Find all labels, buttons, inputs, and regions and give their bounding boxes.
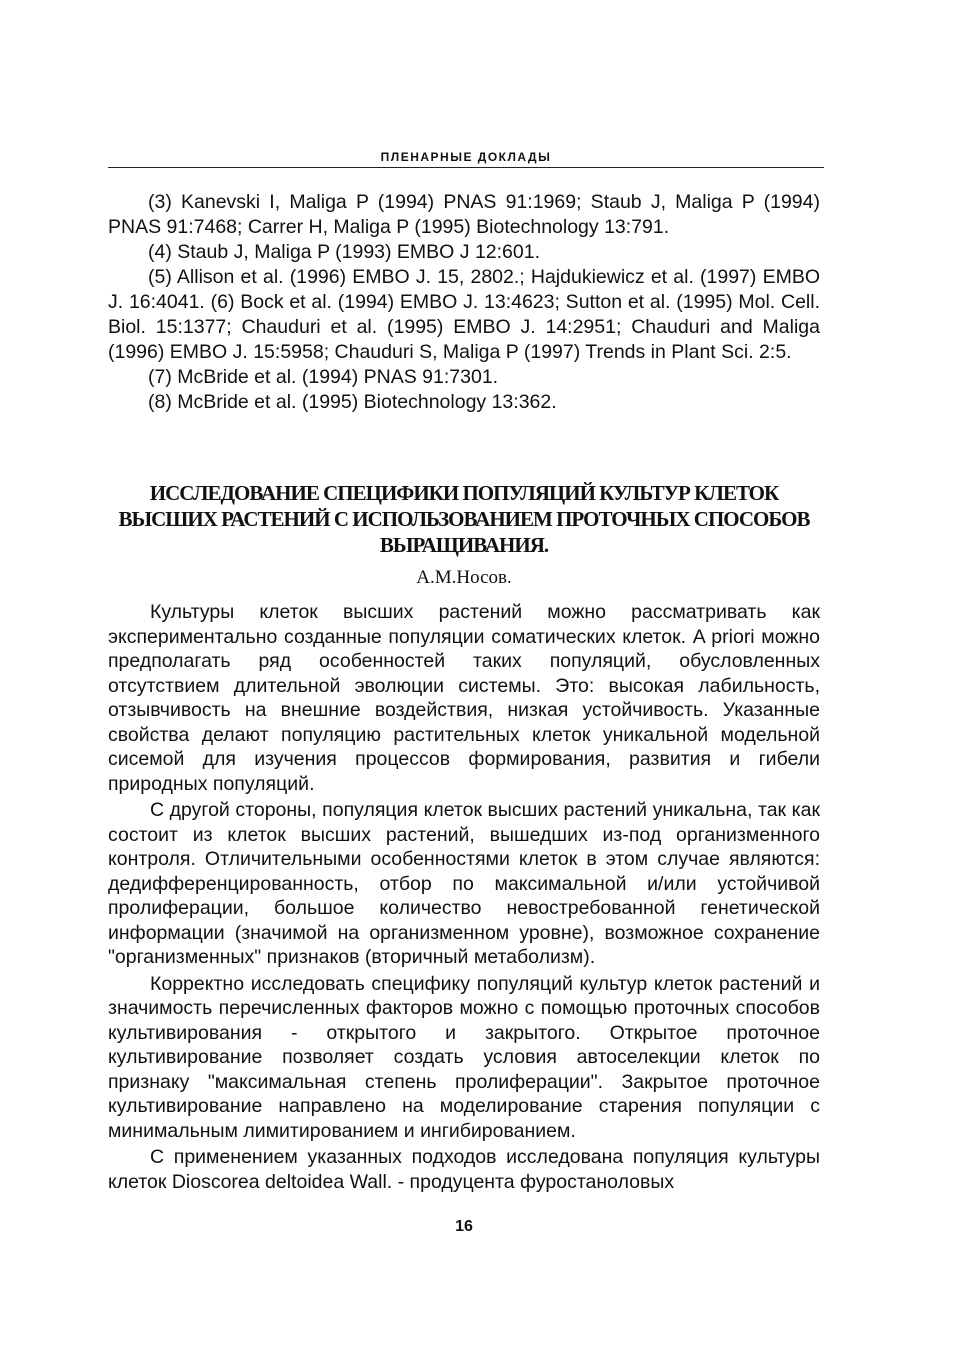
reference-list [108, 190, 820, 415]
article-body [108, 600, 820, 1196]
reference-item: (8) McBride et al. (1995) Biotechnology 13:362. [148, 391, 557, 413]
body-paragraph: С другой стороны, популяция клеток высших растений уникальна, так как состоит из клеток высших растений, вышедших из-под организменного контроля. Отличительными особенностями клеток в этом случае являются: дедифференцированность, отбор по максимальной и/или устойчивой пролиферации, большое количество невостребованной генетической информации (значимой на организменном уровне), возможное сохранение "организменных" признаков (вторичный метаболизм). [108, 799, 820, 968]
article-author: А.М.Носов. [416, 567, 512, 588]
reference-item: (3) Kanevski I, Maliga P (1994) PNAS 91:1969; Staub J, Maliga P (1994) PNAS 91:7468; Carrer H, Maliga P (1995) Biotechnology 13:791. [108, 191, 820, 238]
body-paragraph: С применением указанных подходов исследована популяция культуры клеток Dioscorea deltoidea Wall. - продуцента фуростаноловых [108, 1146, 820, 1193]
body-paragraph: Корректно исследовать специфику популяций культур клеток растений и значимость перечисленных факторов можно с помощью проточных способов культивирования - открытого и закрытого. Открытое проточное культивирование позволяет создать условия автоселекции клеток по признаку "максимальная степень пролиферации". Закрытое проточное культивирование направлено на моделирование старения популяции с минимальным лимитированием и ингибированием. [108, 972, 820, 1142]
reference-item: (5) Allison et al. (1996) EMBO J. 15, 2802.; Hajdukiewicz et al. (1997) EMBO J. 16:4041. (6) Bock et al. (1994) EMBO J. 13:4623; Sutton et al. (1995) Mol. Cell. Biol. 15:1377; Chauduri et al. (1995) EMBO J. 14:2951; Chauduri and Maliga (1996) EMBO J. 15:5958; Chauduri S, Maliga P (1997) Trends in Plant Sci. 2:5. [108, 266, 820, 363]
article-title: ИССЛЕДОВАНИЕ СПЕЦИФИКИ ПОПУЛЯЦИЙ КУЛЬТУР КЛЕТОК ВЫСШИХ РАСТЕНИЙ С ИСПОЛЬЗОВАНИЕМ ПРОТОЧНЫХ СПОСОБОВ ВЫРАЩИВАНИЯ. [118, 481, 810, 557]
running-header: ПЛЕНАРНЫЕ ДОКЛАДЫ [380, 150, 552, 164]
page-number: 16 [455, 1218, 473, 1235]
reference-item: (7) McBride et al. (1994) PNAS 91:7301. [148, 366, 499, 388]
header-rule [108, 167, 824, 168]
reference-item: (4) Staub J, Maliga P (1993) EMBO J 12:601. [148, 241, 540, 263]
body-paragraph: Культуры клеток высших растений можно рассматривать как экспериментально созданные популяции соматических клеток. A priori можно предполагать ряд особенностей таких популяций, обусловленных отсутствием длительной эволюции системы. Это: высокая лабильность, отзывчивость на внешние воздействия, низкая устойчивость. Указанные свойства делают популяцию растительных клеток уникальной модельной сисемой для изучения процессов формирования, развития и гибели природных популяций. [108, 601, 820, 795]
